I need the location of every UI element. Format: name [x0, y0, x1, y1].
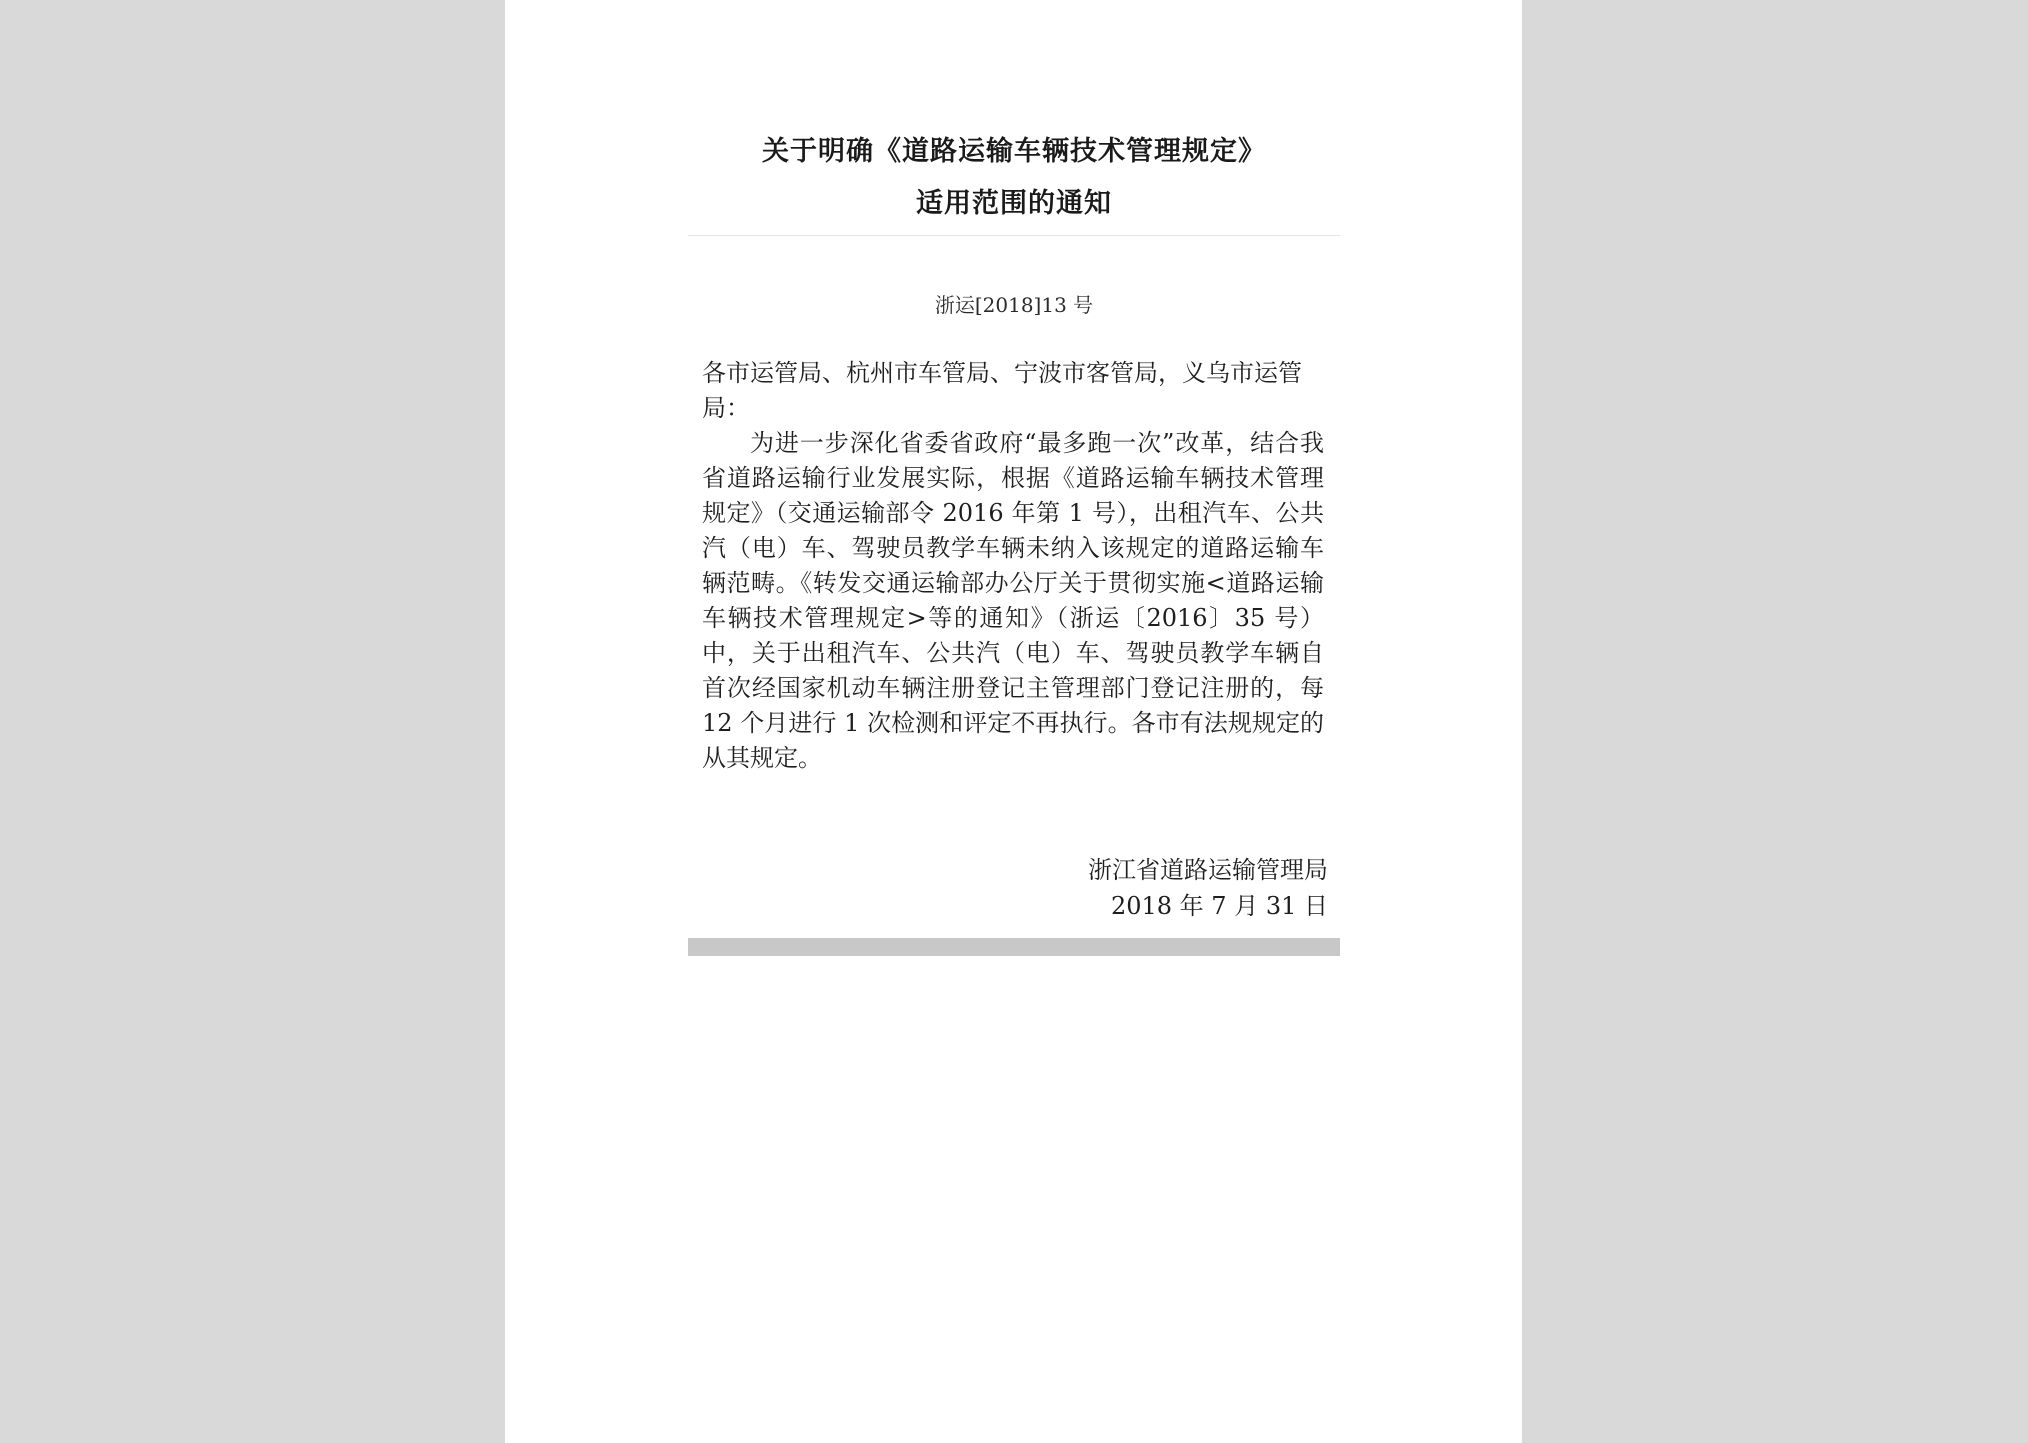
issuer: 浙江省道路运输管理局 — [1088, 856, 1328, 884]
document-title — [688, 126, 1340, 230]
body-paragraph: 为进一步深化省委省政府“最多跑一次”改革，结合我省道路运输行业发展实际，根据《道路运输车辆技术管理规定》（交通运输部令 2016 年第 1 号），出租汽车、公共汽（电）车、驾驶员教学车辆未纳入该规定的道路运输车辆范畴。《转发交通运输部办公厅关于贯彻实施<道路运输车辆技术管理规定>等的通知》（浙运〔2016〕35 号）中，关于出租汽车、公共汽（电）车、驾驶员教学车辆自首次经国家机动车辆注册登记主管理部门登记注册的，每 12 个月进行 1 次检测和评定不再执行。各市有法规规定的从其规定。 — [702, 429, 1324, 772]
document-number: 浙运[2018]13 号 — [934, 293, 1094, 317]
bottom-divider-bar — [688, 938, 1340, 956]
issue-date: 2018 年 7 月 31 日 — [1110, 892, 1328, 920]
addressee: 各市运管局、杭州市车管局、宁波市客管局，义乌市运管局： — [702, 359, 1302, 422]
signature-block — [1088, 852, 1328, 924]
document-page — [505, 0, 1522, 1443]
title-line-2: 适用范围的通知 — [916, 188, 1112, 219]
title-line-1: 关于明确《道路运输车辆技术管理规定》 — [762, 136, 1266, 167]
title-divider — [688, 235, 1340, 236]
